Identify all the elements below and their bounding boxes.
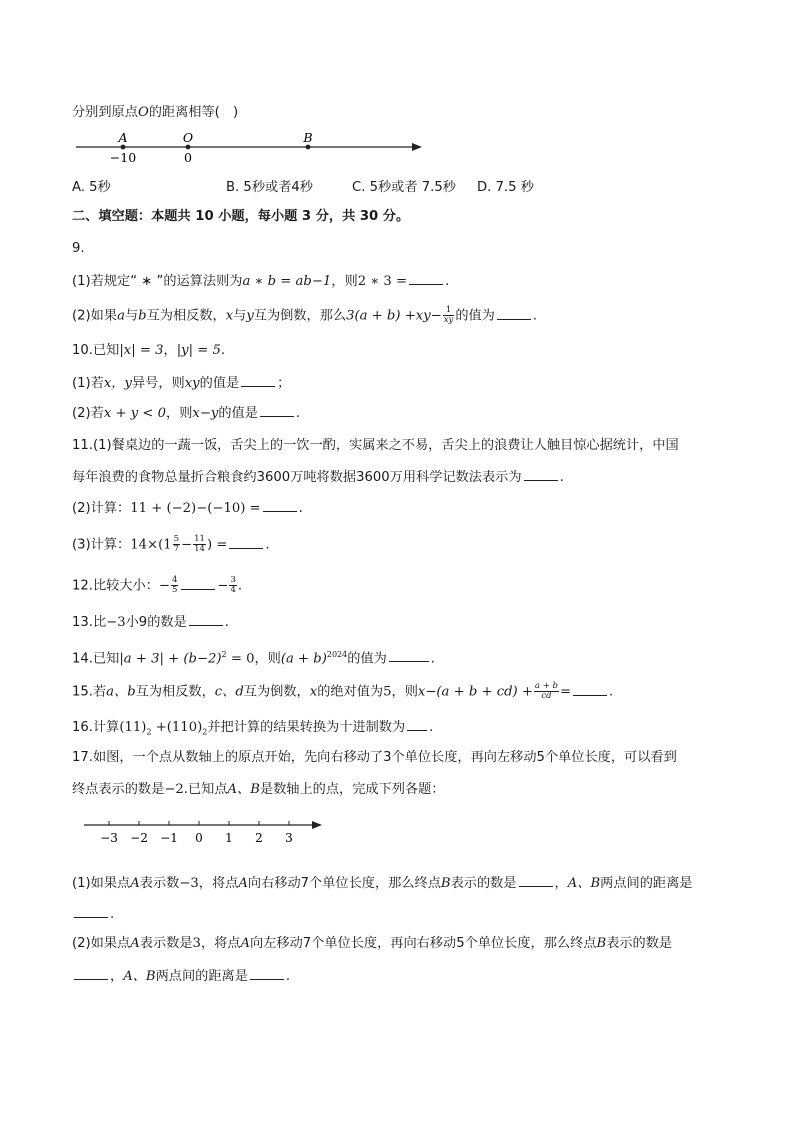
q15-frac-num: a + b [534,681,558,691]
q8-stem-end: 的距离相等( ) [148,105,239,120]
q14-expr3: (a + b) [280,651,327,667]
q10-p2-condition: x + y < 0 [103,406,167,421]
q17-line2-text-c: 是数轴上的点，完成下列各题： [259,782,445,797]
q15-frac-den: cd [541,691,552,701]
q11-p3-blank [229,536,263,549]
q9-p2-end: . [532,308,538,324]
q17-number-line [80,812,330,848]
q17-p1-number: −3 [179,876,199,891]
q17-p1-text-g: 两点间的距离是 [600,876,693,891]
q8-point-b-dot [306,145,311,150]
q11-p3-fraction1 [173,535,180,554]
q12 [72,576,242,596]
q17-line2-text-a: 终点表示的数是 [72,782,165,797]
q17-p2-text-c: ，将点 [200,936,241,951]
q9-p1-rule: a ∗ b = ab−1 [242,274,332,289]
q10-part2 [72,404,300,423]
q17-line2-text-b: .已知点 [183,782,228,797]
q9-p2-frac-num: 1 [443,306,455,316]
q9-p2-fraction [443,306,455,325]
q8-tick-o: 0 [184,150,192,165]
q10-p1-text-a: (1)若 [72,376,104,391]
q13-end: . [224,615,229,630]
q10-abs-y: |y| = 5 [176,343,221,358]
q11-p3-minus: − [181,537,193,553]
q10-stem [72,342,225,360]
q11-p3-fraction2 [193,535,206,554]
q9-part2 [72,306,537,326]
q8-option-c: C. 5秒或者 7.5秒 [352,180,456,195]
q10-p2-text-b: ，则 [166,406,193,421]
q8-point-a-dot [121,145,126,150]
q17-p2-text-a: (2)如果点 [72,936,131,951]
q10-p1-end: ； [277,376,291,391]
q17-p1-text-d: 向右移动7个单位长度，那么终点 [247,876,441,891]
q14-expr2: = 0 [226,651,255,667]
q14-stem-b: ，则 [254,651,281,667]
q8-point-o-dot [186,145,191,150]
q13-stem-b: 小9的数是 [125,615,187,630]
q16-stem-a: 16.计算 [72,720,120,735]
q15-vars-cd: c、d [214,684,244,700]
q11-part2 [72,499,303,518]
q16 [72,718,433,742]
q9-p2-var-a: a [117,308,125,324]
q8-label-b: B [303,130,313,145]
q9-p1-end: . [445,274,450,289]
q9-p1-calc: 2 ∗ 3 = [357,274,408,289]
q14-stem-a: 14.已知 [72,651,120,667]
q11-line2-end: . [559,470,564,485]
q9-part1 [72,272,449,291]
q12-fraction2 [229,576,236,595]
q17-tick-label: 0 [195,831,203,845]
q12-end: . [237,578,243,594]
q12-stem: 12.比较大小： [72,578,159,594]
q15-fraction [534,682,559,701]
q17-p2-var-a2: A [240,936,251,951]
q17-line1: 17.如图，一个点从数轴上的原点开始，先向右移动了3个单位长度，再向左移动5个单位长度，可以看到 [72,750,677,765]
q11-p1-blank [524,468,558,481]
q8-label-a: A [118,130,128,145]
q10-p2-end: . [295,406,301,421]
q9-number: 9. [72,241,85,256]
q17-p2-blank2 [250,967,284,980]
q10-p1-blank [241,374,275,387]
q11-p3-f2-den: 14 [194,544,205,554]
q11-p3-f1-num: 5 [173,534,180,544]
q17-tick-label: −1 [160,831,178,845]
q17-p1-var-a: A [130,876,140,891]
q15-blank [573,683,607,696]
q9-p2-text-d: 与 [233,308,247,324]
q9-p2-var-x: x [225,308,234,324]
q17-p2-text-d: 向左移动7个单位长度，再向右移动5个单位长度，那么终点 [250,936,597,951]
q15-expr: x−(a + b + cd) + [417,684,533,700]
q8-stem [72,104,238,122]
q17-part1-cont [72,905,114,924]
q9-p2-frac-den: xy [443,315,454,325]
q13 [72,613,229,632]
q11-p3-expr-end: ) = [206,537,228,553]
q10-p2-blank [260,404,294,417]
q9-p2-text-f: 的值为 [455,308,495,324]
q8-number-line [70,128,430,168]
q11-p3-f2-num: 11 [194,534,205,544]
q9-p2-var-b: b [138,308,147,324]
q17-p1-text-c: ，将点 [198,876,239,891]
q17-part2 [72,935,672,953]
q10-p1-xy: xy [184,376,200,391]
q8-option-d: D. 7.5 秒 [477,180,534,195]
q10-part1 [72,374,290,393]
q12-f2-num: 3 [230,575,236,585]
q10-abs-x: |x| = 3 [119,343,164,358]
q17-tick-label: 2 [255,831,263,845]
q12-f1-num: 4 [171,575,178,585]
q10-p2-expr: x−y [192,406,219,421]
q10-stem-end: . [220,343,226,358]
q11-p3-end: . [265,537,270,553]
q16-end: . [429,720,434,735]
q9-p2-text-a: (2)如果 [72,308,118,324]
q9-p2-expr: 3(a + b) +xy− [346,308,442,324]
q17-p1-blank2 [74,905,108,918]
q9-p2-blank [497,307,531,320]
q14-expr: |a + 3| + (b−2) [119,651,222,667]
q9-p2-text-e: 互为倒数，那么 [253,308,347,324]
q16-base2: 2 [202,727,208,737]
q15-stem-a: 15.若 [72,684,107,700]
q12-minus2: − [217,578,229,594]
q15-stem-b: 互为相反数， [135,684,215,700]
q11-p3-expr-start: 14×(1 [130,537,172,553]
q11-p2-blank [263,499,297,512]
q17-p1-blank1 [519,874,553,887]
q17-part2-cont [72,967,290,986]
q17-p2-text-f: ， [110,969,124,984]
q15-end: . [609,684,614,700]
q12-minus1: − [158,578,170,594]
q17-p2-end: . [285,969,291,984]
q9-p1-blank [409,272,443,285]
q11-part3 [72,535,270,555]
q11-line2 [72,468,564,487]
q17-p1-text-f: ， [554,876,568,891]
q9-p2-text-c: 互为相反数， [146,308,226,324]
q13-number: −3 [106,615,126,630]
q15-stem-e: ，则 [391,684,418,700]
q17-line2-vars: A、B [227,782,260,797]
section2-title: 二、填空题：本题共 10 小题，每小题 3 分，共 30 分。 [72,209,410,224]
q15-var-x: x [309,684,318,700]
q11-p3-f1-den: 7 [173,544,180,554]
q15-stem-c: 互为倒数， [243,684,310,700]
q14-stem-c: 的值为 [347,651,387,667]
q17-line2-number: −2 [164,782,184,797]
q10-p2-text-a: (2)若 [72,406,104,421]
q9-p1-text: (1)若规定“ ∗ ”的运算法则为 [72,274,243,289]
q9-p2-var-y: y [246,308,254,324]
q8-tick-a: −10 [109,150,137,165]
q11-p3-text: (3)计算： [72,537,131,553]
q10-comma: ， [163,343,177,358]
q10-p1-vars: x，y [103,376,132,391]
q17-tick-label: 1 [225,831,233,845]
q17-p1-end: . [110,907,115,922]
q15-stem-d: 的绝对值为 [317,684,384,700]
q15 [72,682,613,702]
q14-power: 2024 [326,650,348,659]
q10-p2-text-c: 的值是 [218,406,258,421]
q11-line1: 11.(1)餐桌边的一蔬一饭，舌尖上的一饮一酌，实属来之不易，舌尖上的浪费让人触目惊心据统计，中国 [72,438,679,453]
q15-vars-ab: a、b [106,684,136,700]
q11-p2-text: (2)计算： [72,501,131,516]
q14-end: . [430,651,435,667]
q12-f2-den: 4 [230,585,236,595]
q11-p2-end: . [298,501,303,516]
q17-p2-var-a: A [130,936,140,951]
q17-p1-text-b: 表示数 [139,876,180,891]
q17-line2 [72,781,445,799]
q17-p2-vars-ab: A、B [123,969,156,984]
q13-stem-a: 13.比 [72,615,107,630]
q10-stem-text: 10.已知 [72,343,120,358]
q8-option-b: B. 5秒或者4秒 [226,180,313,195]
q17-part1 [72,874,692,893]
q14 [72,646,435,668]
q15-five: 5 [383,684,392,700]
q9-p2-text-b: 与 [124,308,139,324]
q11-p2-expr: 11 + (−2)−(−10) = [130,501,261,516]
q17-p2-text-b: 表示数是 [139,936,193,951]
q16-blank [407,718,427,731]
q8-stem-text: 分别到原点 [72,105,138,120]
q11-line2-text: 每年浪费的食物总量折合粮食约3600万吨将数据3600万用科学记数法表示为 [72,470,522,485]
q9-p1-text2: ，则 [331,274,358,289]
q16-base1: 2 [146,727,152,737]
q17-tick-label: 3 [285,831,293,845]
q10-p1-text-c: 的值是 [199,376,240,391]
q17-tick-label: −3 [100,831,118,845]
q17-p1-var-b: B [440,876,451,891]
q8-option-a: A. 5秒 [72,180,111,195]
q17-p1-text-a: (1)如果点 [72,876,131,891]
q12-fraction1 [171,576,178,595]
q13-blank [189,613,223,626]
q14-blank [389,649,429,662]
q8-label-o: O [182,130,194,145]
q16-plus: +(110) [151,720,203,735]
q17-p1-var-a2: A [238,876,248,891]
q17-p1-vars-ab: A、B [567,876,601,891]
q17-p2-var-b: B [596,936,607,951]
q17-tick-label: −2 [130,831,148,845]
q16-stem-b: 并把计算的结果转换为十进制数为 [207,720,406,735]
q8-axis-arrow-icon [412,143,422,151]
q12-blank [181,577,215,590]
q17-axis-arrow-icon [312,821,322,829]
q14-square: 2 [221,650,227,659]
q17-p1-text-e: 表示的数是 [450,876,517,891]
q17-p2-blank1 [74,967,108,980]
q16-expr: (11) [119,720,147,735]
q10-p1-text-b: 异号，则 [131,376,185,391]
q17-p2-text-g: 两点间的距离是 [155,969,248,984]
q17-p2-number: 3 [192,936,201,951]
q8-point-o: O [137,105,149,120]
q12-f1-den: 5 [171,585,178,595]
q15-equals: = [559,684,572,700]
q17-p2-text-e: 表示的数是 [606,936,673,951]
